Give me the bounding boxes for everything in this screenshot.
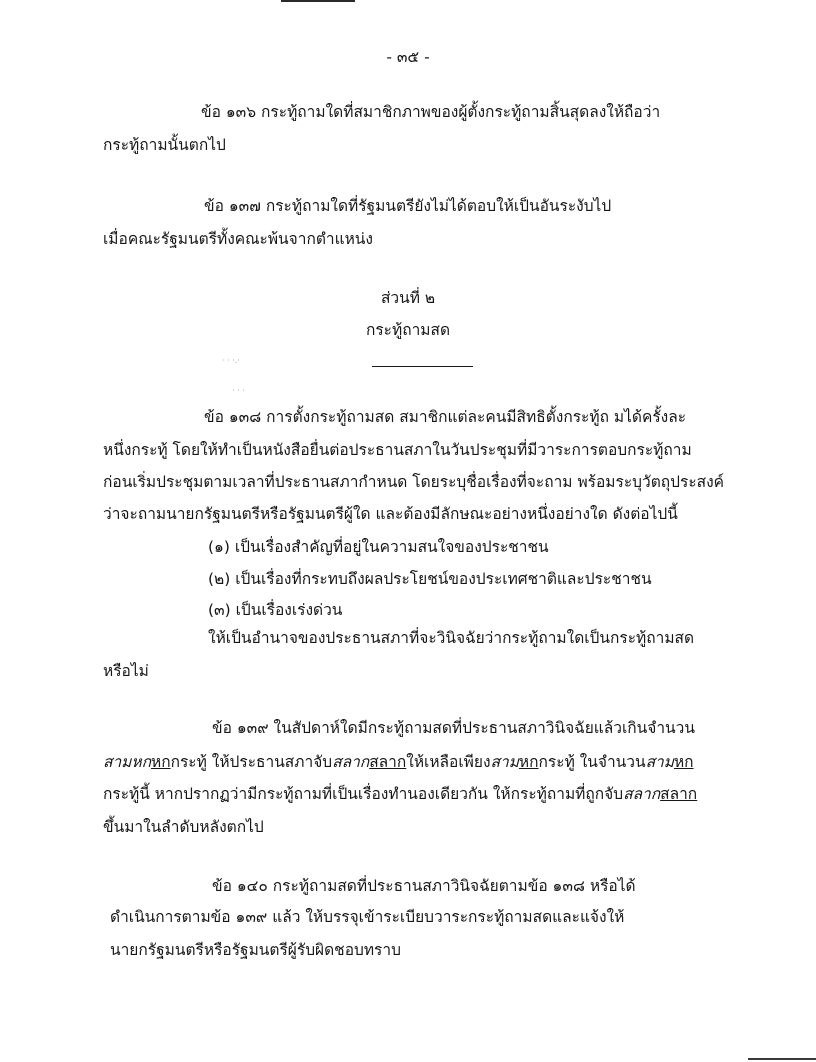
article-139-line-3: [103, 784, 697, 804]
article-136-line-1: ข้อ ๑๓๖ กระทู้ถามใดที่สมาชิกภาพของผู้ตั้งกระทู้ถามสิ้นสุดลงให้ถือว่า: [201, 103, 661, 121]
text-run: กระทู้ ให้ประธานสภาจับ: [170, 753, 333, 771]
scan-smudge: · · ·: [232, 386, 245, 395]
struck-text: สลาก: [332, 753, 370, 771]
article-137-line-1: ข้อ ๑๓๗ กระทู้ถามใดที่รัฐมนตรียังไม่ได้ตอบให้เป็นอันระงับไป: [204, 197, 612, 215]
section-heading: ส่วนที่ ๒: [380, 289, 436, 307]
article-140-line-1: ข้อ ๑๔๐ กระทู้ถามสดที่ประธานสภาวินิจฉัยตามข้อ ๑๓๘ หรือได้: [212, 877, 636, 895]
article-137-line-2: เมื่อคณะรัฐมนตรีทั้งคณะพ้นจากตำแหน่ง: [103, 230, 373, 248]
article-138-line-3: ก่อนเริ่มประชุมตามเวลาที่ประธานสภากำหนด โดยระบุชื่อเรื่องที่จะถาม พร้อมระบุวัตถุประสงค์: [103, 473, 725, 491]
struck-text: สามหก: [103, 753, 151, 771]
article-140-line-3: นายกรัฐมนตรีหรือรัฐมนตรีผู้รับผิดชอบทราบ: [110, 941, 401, 959]
article-138-line-4: ว่าจะถามนายกรัฐมนตรีหรือรัฐมนตรีผู้ใด และต้องมีลักษณะอย่างหนึ่งอย่างใด ดังต่อไปนี้: [103, 505, 678, 523]
section-divider: [372, 366, 473, 367]
text-run: กระทู้ ในจำนวน: [538, 753, 646, 771]
text-run: กระทู้นี้ หากปรากฏว่ามีกระทู้ถามที่เป็นเรื่องทำนองเดียวกัน ให้กระทู้ถามที่ถูกจับ: [103, 785, 624, 803]
scan-smudge: · · ·.·: [222, 356, 240, 365]
article-139-line-1: ข้อ ๑๓๙ ในสัปดาห์ใดมีกระทู้ถามสดที่ประธานสภาวินิจฉัยแล้วเกินจำนวน: [212, 719, 695, 737]
struck-text: สลาก: [623, 785, 661, 803]
underlined-amendment: หก: [150, 753, 171, 771]
text-run: ให้เหลือเพียง: [406, 753, 491, 771]
article-138-item-2: (๒) เป็นเรื่องที่กระทบถึงผลประโยชน์ของประเทศชาติและประชาชน: [208, 570, 652, 588]
article-139-line-4: ขึ้นมาในลำดับหลังตกไป: [103, 818, 264, 836]
underlined-amendment: หก: [673, 753, 694, 771]
section-title: กระทู้ถามสด: [365, 321, 451, 339]
article-136-line-2: กระทู้ถามนั้นตกไป: [103, 136, 226, 154]
underlined-amendment: หก: [518, 753, 539, 771]
article-138-line-5: ให้เป็นอำนาจของประธานสภาที่จะวินิจฉัยว่ากระทู้ถามใดเป็นกระทู้ถามสด: [208, 629, 695, 647]
article-138-line-2: หนึ่งกระทู้ โดยให้ทำเป็นหนังสือยื่นต่อประธานสภาในวันประชุมที่มีวาระการตอบกระทู้ถาม: [103, 441, 692, 459]
article-138-line-1: ข้อ ๑๓๘ การตั้งกระทู้ถามสด สมาชิกแต่ละคนมีสิทธิตั้งกระทู้ถ มได้ครั้งละ: [204, 408, 687, 426]
struck-text: สาม: [490, 753, 519, 771]
page-number: - ๓๕ -: [386, 48, 430, 66]
underlined-amendment: สลาก: [369, 753, 407, 771]
article-138-item-1: (๑) เป็นเรื่องสำคัญที่อยู่ในความสนใจของประชาชน: [208, 538, 549, 556]
article-140-line-2: ดำเนินการตามข้อ ๑๓๙ แล้ว ให้บรรจุเข้าระเบียบวาระกระทู้ถามสดและแจ้งให้: [110, 908, 625, 926]
underlined-amendment: สลาก: [660, 785, 698, 803]
article-138-line-6: หรือไม่: [103, 662, 149, 680]
scan-edge-mark-top: [281, 0, 355, 2]
article-139-line-2: [103, 752, 694, 772]
scan-edge-mark-bottom: [748, 1058, 816, 1060]
struck-text: สาม: [645, 753, 674, 771]
article-138-item-3: (๓) เป็นเรื่องเร่งด่วน: [208, 601, 343, 619]
